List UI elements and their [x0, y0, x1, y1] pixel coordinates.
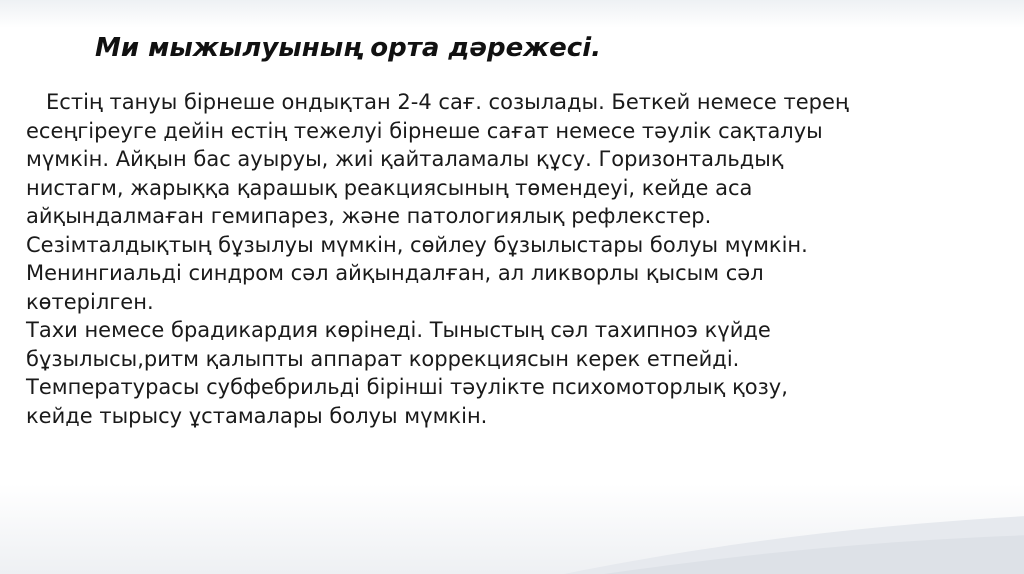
body-line: Сезімталдықтың бұзылуы мүмкін, сөйлеу бұзылыстары болуы мүмкін. [26, 232, 808, 257]
swoosh-decoration [564, 504, 1024, 574]
body-line: Тахи немесе брадикардия көрінеді. Тыныстың сәл тахипноэ күйде [26, 318, 771, 342]
body-line: бұзылысы,ритм қалыпты аппарат коррекциясын керек етпейді. [26, 346, 740, 371]
body-line: нистагм, жарыққа қарашық реакциясының төмендеуі, кейде аса [26, 175, 753, 200]
body-line: мүмкін. Айқын бас ауыруы, жиі қайталамалы құсу. Горизонтальдық [26, 147, 784, 171]
slide-title: Ми мыжылуының орта дәрежесі. [95, 33, 602, 63]
body-line: кейде тырысу ұстамалары болуы мүмкін. [26, 403, 488, 428]
body-line: көтерілген. [26, 289, 154, 314]
body-line: Температурасы субфебрильді бірінші тәулікте психомоторлық қозу, [26, 375, 788, 399]
body-line: айқындалмаған гемипарез, және патологиялық рефлекстер. [26, 204, 712, 228]
body-line: Менингиальді синдром сәл айқындалған, ал ликворлы қысым сәл [26, 261, 764, 285]
body-line: есеңгіреуге дейін естің тежелуі бірнеше сағат немесе тәулік сақталуы [26, 118, 823, 143]
body-text [26, 88, 1016, 430]
top-decoration [0, 0, 1024, 28]
body-line: Естің тануы бірнеше ондықтан 2-4 сағ. созылады. Беткей немесе терең [26, 90, 849, 114]
